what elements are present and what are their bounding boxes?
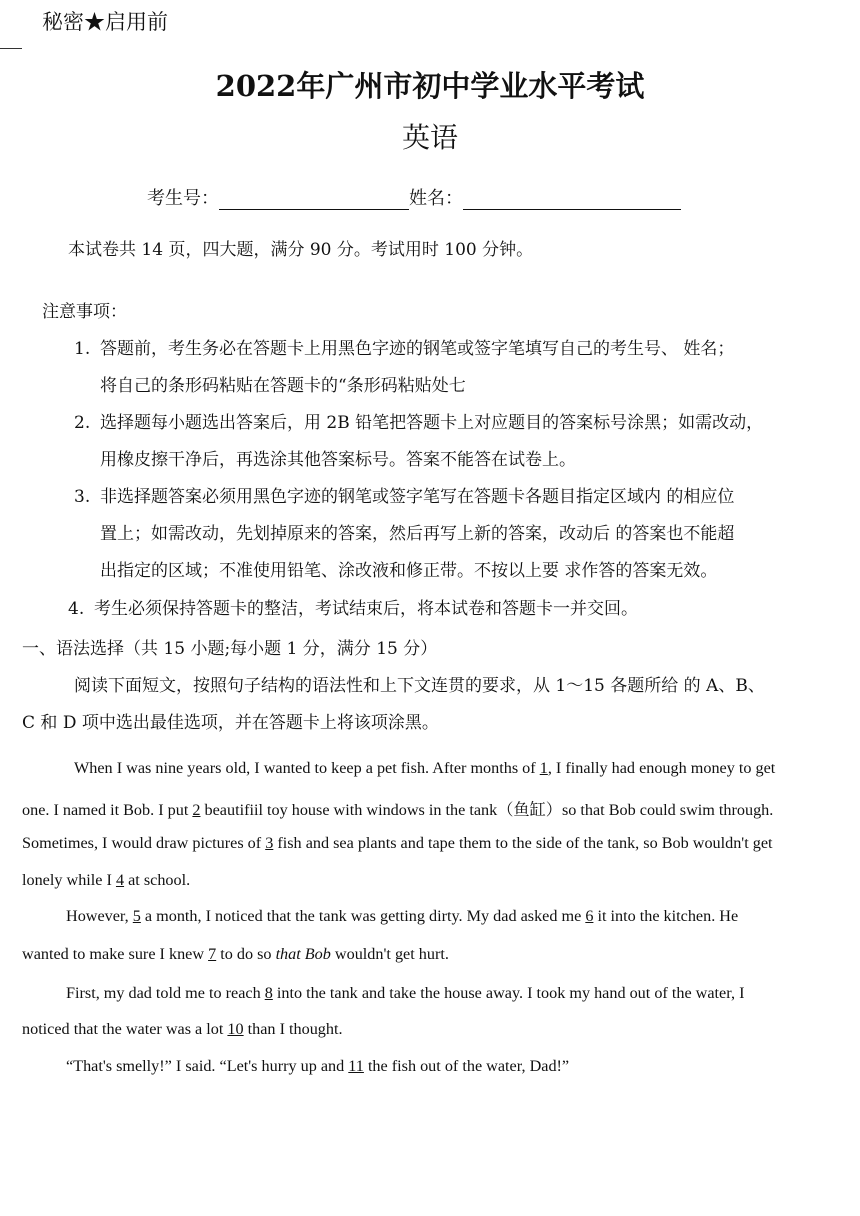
passage-line: noticed that the water was a lot 10 than I thought. [22, 1020, 343, 1038]
corner-rule [0, 48, 22, 49]
exam-subject: 英语 [401, 121, 458, 154]
note-line: 考生必须保持答题卡的整洁，考试结束后，将本试卷和答题卡一并交回。 [94, 599, 638, 619]
name-field[interactable] [463, 191, 681, 210]
exam-info: 本试卷共 14 页，四大题，满分 90 分。考试用时 100 分钟。 [68, 240, 534, 260]
blank-10: 10 [227, 1020, 244, 1038]
candidate-number-label: 考生号： [147, 188, 219, 209]
passage-line: lonely while I 4 at school. [22, 871, 191, 889]
passage-line: “That's smelly!” I said. “Let's hurry up and 11 the fish out of the water, Dad!” [66, 1057, 570, 1075]
exam-title: 2022年广州市初中学业水平考试 [215, 69, 645, 103]
section-heading: 一、语法选择（共 15 小题;每小题 1 分，满分 15 分） [22, 639, 438, 659]
note-item [68, 594, 638, 619]
note-item [74, 408, 763, 433]
note-line: 答题前，考生务必在答题卡上用黑色字迹的钢笔或签字笔填写自己的考生号、 姓名； [100, 339, 735, 359]
note-line: 出指定的区域；不准使用铅笔、涂改液和修正带。不按以上要 求作答的答案无效。 [100, 561, 718, 581]
note-line: 置上；如需改动，先划掉原来的答案，然后再写上新的答案，改动后 的答案也不能超 [100, 524, 735, 544]
note-item [74, 482, 734, 507]
blank-5: 5 [132, 907, 141, 925]
note-number: 4. [68, 599, 85, 619]
section-instruction: C 和 D 项中选出最佳选项，并在答题卡上将该项涂黑。 [22, 713, 439, 733]
candidate-number-field[interactable] [219, 191, 409, 210]
passage-line: Sometimes, I would draw pictures of 3 fish and sea plants and tape them to the side of the tank, so Bob wouldn't get [22, 834, 773, 852]
note-number: 3. [74, 487, 91, 507]
note-line: 将自己的条形码粘贴在答题卡的“条形码粘贴处七 [100, 376, 466, 396]
confidential-label: 秘密★启用前 [42, 10, 168, 34]
section-instruction: 阅读下面短文，按照句子结构的语法性和上下文连贯的要求，从 1～15 各题所给 的 A、B、 [74, 676, 765, 696]
blank-7: 7 [208, 945, 217, 963]
blank-6: 6 [585, 907, 594, 925]
blank-1: 1 [539, 759, 548, 777]
note-number: 1. [74, 339, 91, 359]
passage-line: wanted to make sure I knew 7 to do so that Bob wouldn't get hurt. [22, 945, 449, 963]
passage-line: First, my dad told me to reach 8 into the tank and take the house away. I took my hand out of the water, I [66, 984, 745, 1002]
passage-line: one. I named it Bob. I put 2 beautifiil toy house with windows in the tank（鱼缸）so that Bob could swim through. [22, 801, 774, 819]
name-label: 姓名： [409, 188, 463, 209]
blank-11: 11 [348, 1057, 364, 1075]
note-item [74, 334, 734, 359]
notes-heading: 注意事项： [42, 302, 127, 322]
blank-8: 8 [264, 984, 273, 1002]
passage-line: However, 5 a month, I noticed that the tank was getting dirty. My dad asked me 6 it into the kitchen. He [66, 907, 739, 925]
candidate-info-line [147, 184, 681, 210]
blank-4: 4 [115, 871, 125, 889]
note-line: 用橡皮擦干净后，再选涂其他答案标号。答案不能答在试卷上。 [100, 450, 576, 470]
note-line: 选择题每小题选出答案后，用 2B 铅笔把答题卡上对应题目的答案标号涂黑；如需改动， [100, 413, 764, 433]
passage-line: When I was nine years old, I wanted to keep a pet fish. After months of 1, I finally had enough money to get [74, 759, 776, 777]
note-number: 2. [74, 413, 91, 433]
blank-3: 3 [265, 834, 274, 852]
blank-2: 2 [192, 801, 201, 819]
note-line: 非选择题答案必须用黑色字迹的钢笔或签字笔写在答题卡各题目指定区域内 的相应位 [100, 487, 735, 507]
